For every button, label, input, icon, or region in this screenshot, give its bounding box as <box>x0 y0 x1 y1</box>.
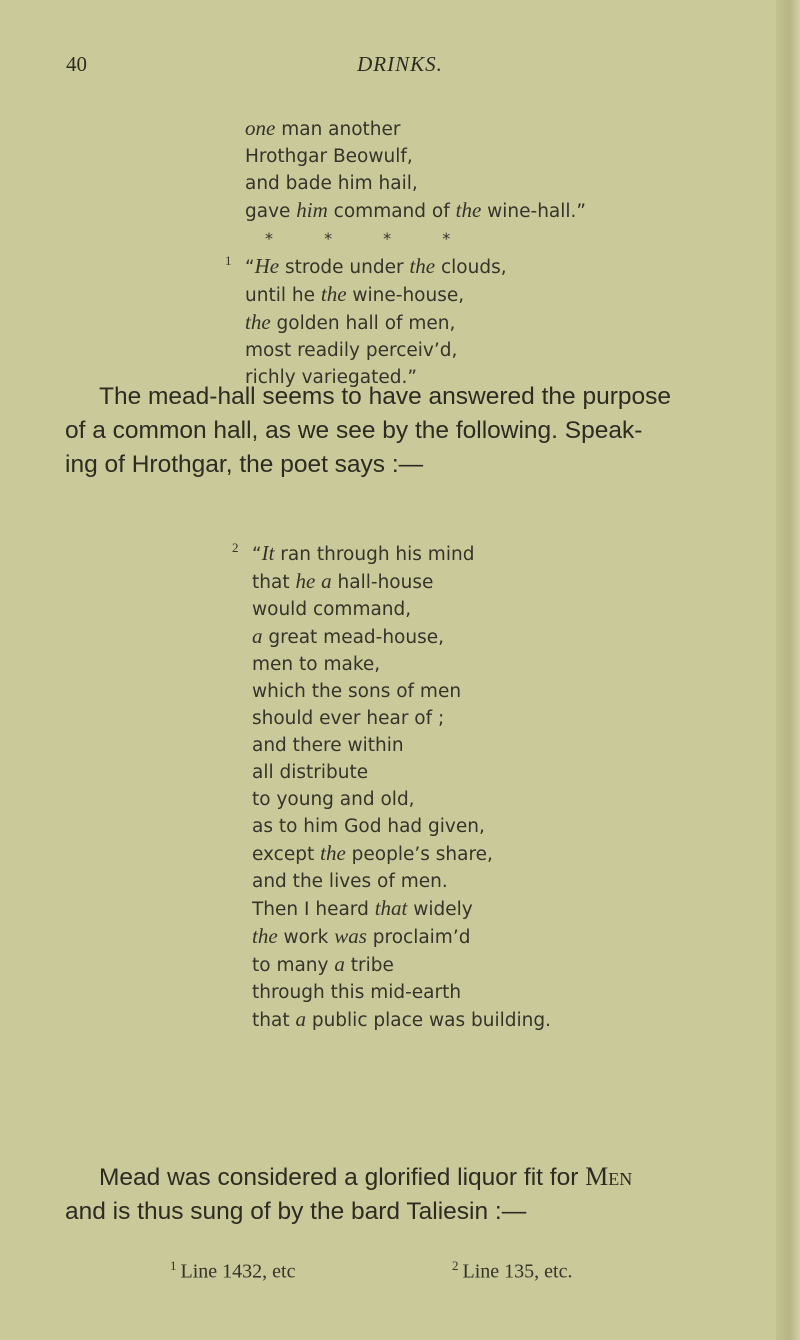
page-header <box>0 52 800 82</box>
footnote-marker: 1 <box>170 1258 177 1273</box>
verse-line: the golden hall of men, <box>245 310 456 334</box>
verse-line: which the sons of men <box>252 681 462 702</box>
footnote-marker: 2 <box>452 1258 459 1273</box>
footnote <box>170 1258 295 1284</box>
footnote-text: Line 135, etc. <box>462 1260 573 1283</box>
verse-line: Hrothgar Beowulf, <box>245 146 413 167</box>
footnote-text: Line 1432, etc <box>180 1260 296 1283</box>
verse-line: to many a tribe <box>252 952 394 976</box>
prose-paragraph-two <box>65 1160 745 1229</box>
verse-line: would command, <box>252 599 412 620</box>
verse-block-one <box>245 115 586 252</box>
footnote-marker: 1 <box>225 253 232 268</box>
verse-line: 2 “It ran through his mind <box>252 540 551 568</box>
verse-line: and bade him hail, <box>245 173 418 194</box>
verse-line: and the lives of men. <box>252 871 448 892</box>
verse-line: that he a hall-house <box>252 569 434 593</box>
prose-line: and is thus sung of by the bard Taliesin :— <box>65 1198 527 1225</box>
verse-line: 1 “He strode under the clouds, <box>245 253 507 281</box>
verse-line: men to make, <box>252 654 381 675</box>
footnote <box>452 1258 572 1284</box>
verse-line: until he the wine-house, <box>245 282 465 306</box>
footnote-marker: 2 <box>232 540 239 555</box>
verse-line: and there within <box>252 735 404 756</box>
verse-line: to young and old, <box>252 789 415 810</box>
verse-line: a great mead-house, <box>252 624 445 648</box>
prose-line: The mead-hall seems to have answered the purpose <box>99 383 671 410</box>
prose-line: ing of Hrothgar, the poet says :— <box>65 451 424 478</box>
verse-line: that a public place was building. <box>252 1007 551 1031</box>
verse-line: Then I heard that widely <box>252 896 473 920</box>
verse-line: all distribute <box>252 762 369 783</box>
page-edge <box>776 0 800 1340</box>
prose-line: Mead was considered a glorified liquor fit for Men <box>99 1162 633 1191</box>
prose-line: of a common hall, as we see by the following. Speak- <box>65 417 643 444</box>
page-number: 40 <box>66 52 87 76</box>
verse-line: should ever hear of ; <box>252 708 445 729</box>
verse-block-two <box>225 253 507 391</box>
section-break-asterisks: * * * * <box>265 229 451 248</box>
verse-line: except the people’s share, <box>252 841 493 865</box>
verse-line: as to him God had given, <box>252 816 485 837</box>
verse-line: one man another <box>245 116 401 140</box>
verse-line: richly variegated.” <box>245 367 417 388</box>
verse-line: most readily perceiv’d, <box>245 340 458 361</box>
verse-line: through this mid-earth <box>252 982 462 1003</box>
running-head: DRINKS. <box>357 52 443 76</box>
verse-block-three <box>232 540 551 1034</box>
prose-paragraph-one <box>65 380 745 482</box>
verse-line: gave him command of the wine-hall.” <box>245 198 587 222</box>
verse-line: the work was proclaim’d <box>252 924 471 948</box>
